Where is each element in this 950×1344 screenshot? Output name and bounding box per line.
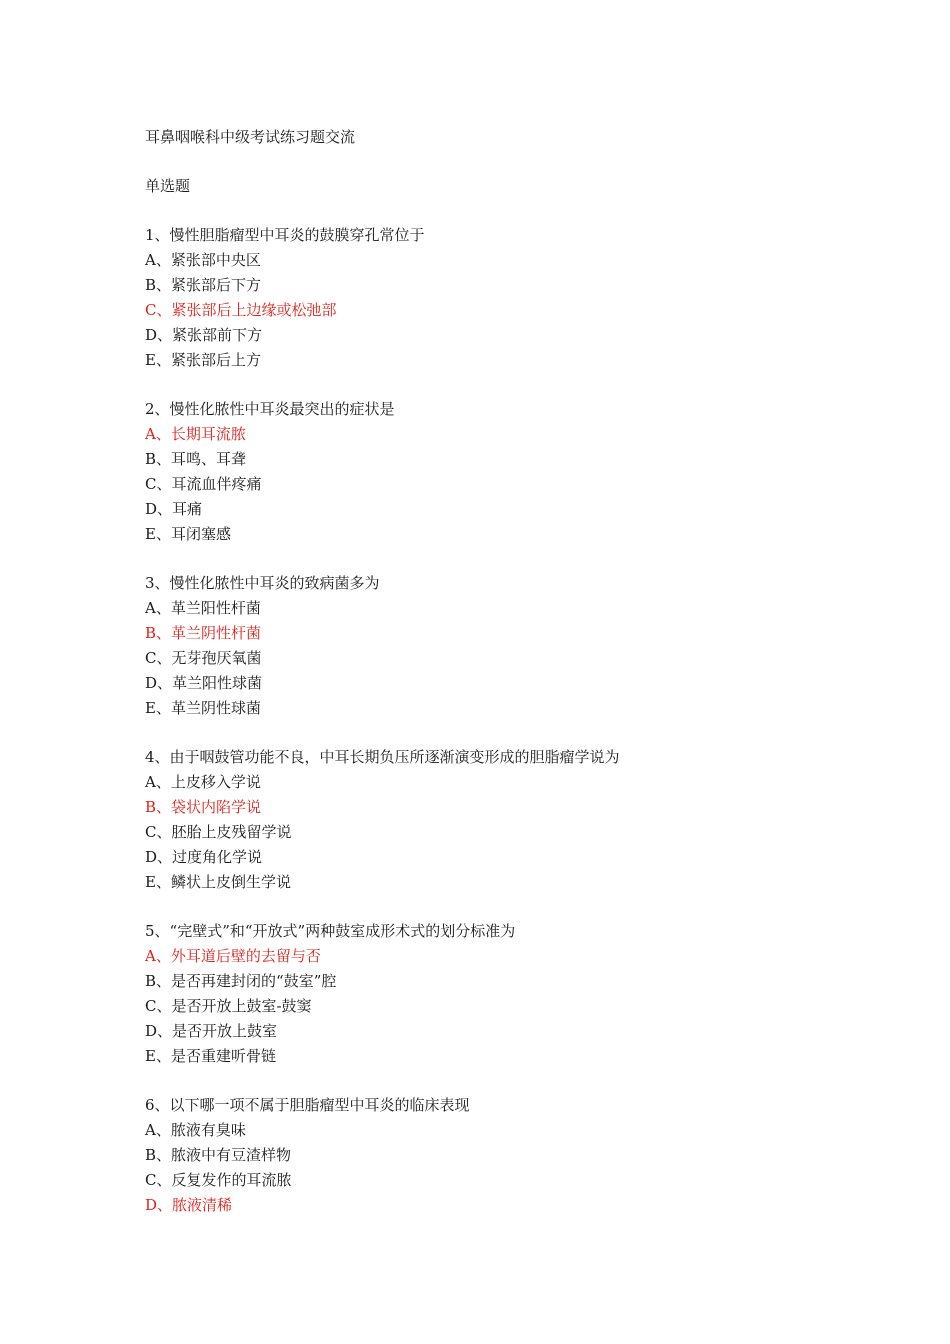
question-stem: 2、慢性化脓性中耳炎最突出的症状是 <box>145 400 395 418</box>
answer-option: A、上皮移入学说 <box>145 773 261 791</box>
answer-option: B、脓液中有豆渣样物 <box>145 1146 292 1164</box>
answer-option: E、革兰阴性球菌 <box>145 699 261 717</box>
document-content <box>145 125 845 1218</box>
question-block <box>145 223 845 373</box>
answer-option: B、耳鸣、耳聋 <box>145 450 247 468</box>
document-title: 耳鼻咽喉科中级考试练习题交流 <box>145 128 356 146</box>
question-stem: 1、慢性胆脂瘤型中耳炎的鼓膜穿孔常位于 <box>145 226 425 244</box>
spacer <box>145 547 845 571</box>
spacer <box>145 199 845 223</box>
question-list <box>145 223 845 1218</box>
spacer <box>145 1069 845 1093</box>
spacer <box>145 150 845 174</box>
answer-option: B、紧张部后下方 <box>145 276 262 294</box>
answer-option: C、是否开放上鼓室-鼓窦 <box>145 997 312 1015</box>
spacer <box>145 373 845 397</box>
question-block <box>145 919 845 1069</box>
answer-option: E、紧张部后上方 <box>145 351 261 369</box>
question-block <box>145 1093 845 1218</box>
answer-option: A、革兰阳性杆菌 <box>145 599 261 617</box>
correct-answer-option: C、紧张部后上边缘或松弛部 <box>145 301 337 319</box>
correct-answer-option: D、脓液清稀 <box>145 1196 233 1214</box>
question-stem: 5、“完壁式”和“开放式”两种鼓室成形术式的划分标准为 <box>145 922 516 940</box>
answer-option: D、革兰阳性球菌 <box>145 674 263 692</box>
spacer <box>145 895 845 919</box>
answer-option: D、是否开放上鼓室 <box>145 1022 278 1040</box>
answer-option: C、反复发作的耳流脓 <box>145 1171 292 1189</box>
answer-option: A、紧张部中央区 <box>145 251 261 269</box>
question-stem: 3、慢性化脓性中耳炎的致病菌多为 <box>145 574 380 592</box>
answer-option: D、紧张部前下方 <box>145 326 263 344</box>
question-block <box>145 397 845 547</box>
question-block <box>145 571 845 721</box>
answer-option: E、是否重建听骨链 <box>145 1047 276 1065</box>
correct-answer-option: A、长期耳流脓 <box>145 425 246 443</box>
question-stem: 4、由于咽鼓管功能不良，中耳长期负压所逐渐演变形成的胆脂瘤学说为 <box>145 748 620 766</box>
correct-answer-option: B、袋状内陷学说 <box>145 798 262 816</box>
answer-option: E、鳞状上皮倒生学说 <box>145 873 291 891</box>
answer-option: C、无芽孢厌氧菌 <box>145 649 262 667</box>
answer-option: C、胚胎上皮残留学说 <box>145 823 292 841</box>
answer-option: D、耳痛 <box>145 500 203 518</box>
correct-answer-option: B、革兰阴性杆菌 <box>145 624 262 642</box>
answer-option: E、耳闭塞感 <box>145 525 231 543</box>
answer-option: C、耳流血伴疼痛 <box>145 475 262 493</box>
question-block <box>145 745 845 895</box>
answer-option: B、是否再建封闭的“鼓室”腔 <box>145 972 337 990</box>
spacer <box>145 721 845 745</box>
section-heading: 单选题 <box>145 177 191 195</box>
answer-option: D、过度角化学说 <box>145 848 263 866</box>
question-stem: 6、以下哪一项不属于胆脂瘤型中耳炎的临床表现 <box>145 1096 470 1114</box>
correct-answer-option: A、外耳道后壁的去留与否 <box>145 947 321 965</box>
answer-option: A、脓液有臭味 <box>145 1121 246 1139</box>
